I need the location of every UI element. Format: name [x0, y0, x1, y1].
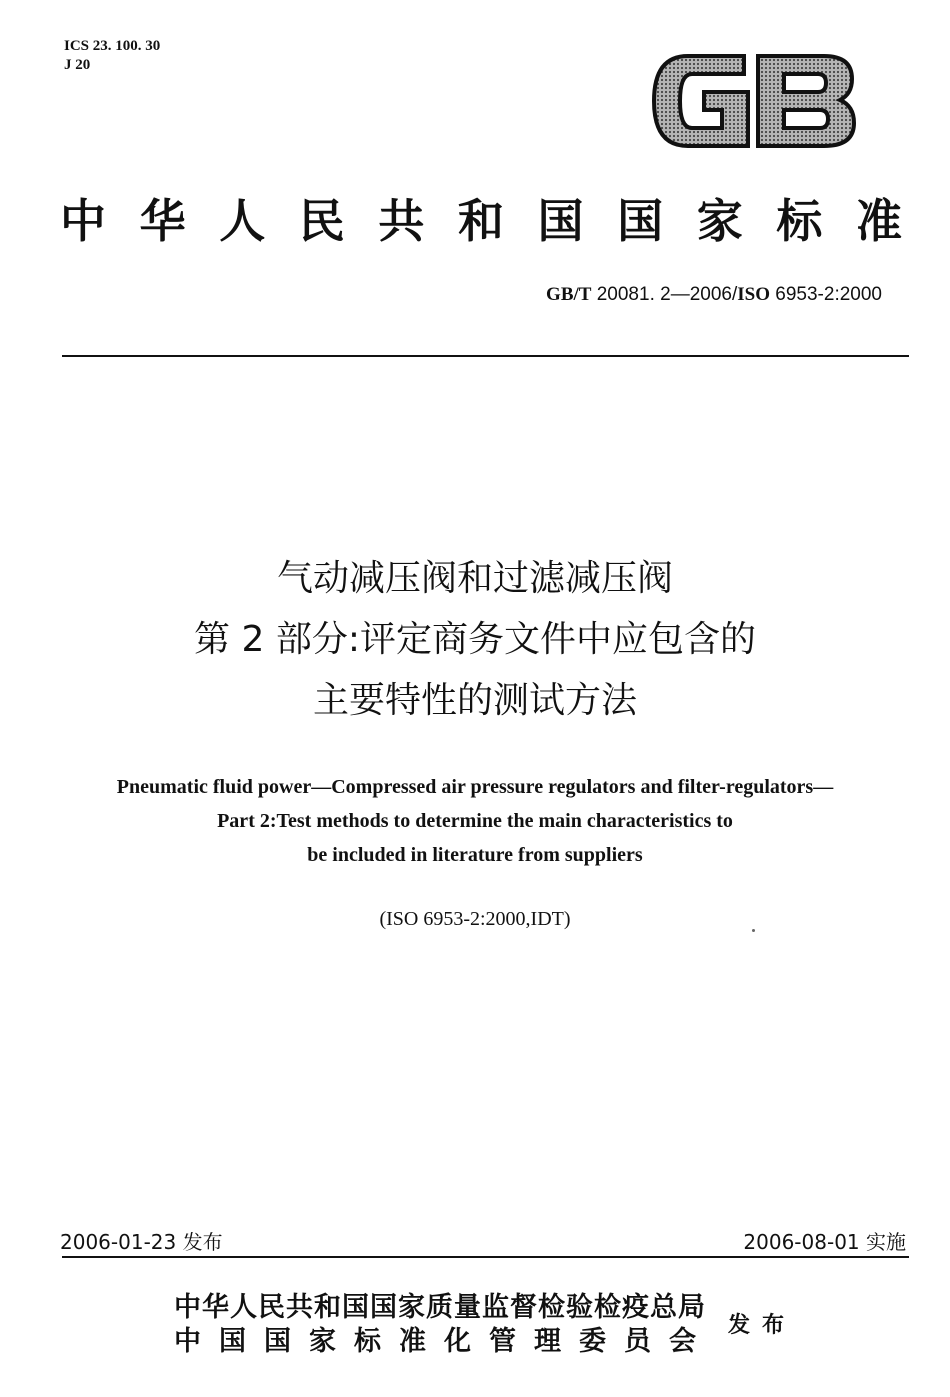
english-title-line-1: Pneumatic fluid power—Compressed air pressure regulators and filter-regulators— — [116, 776, 834, 798]
chinese-title-line-2: 第 2 部分:评定商务文件中应包含的 — [194, 619, 756, 660]
standard-number — [546, 284, 882, 306]
bottom-divider — [62, 1256, 909, 1258]
standard-main-number: 20081. 2—2006/ — [591, 284, 738, 305]
ccs-code: J 20 — [64, 57, 91, 73]
chinese-title-line-3: 主要特性的测试方法 — [312, 680, 637, 721]
issuing-authorities — [174, 1291, 714, 1359]
standard-iso-number: 6953-2:2000 — [770, 284, 882, 305]
issuer-sac: 中国国家标准化管理委员会 — [174, 1326, 714, 1357]
standard-category-heading: 中华人民共和国国家标准 — [60, 194, 910, 248]
ics-code: ICS 23. 100. 30 — [64, 38, 161, 54]
publication-date: 2006-01-23 发布 — [60, 1230, 223, 1254]
english-title-line-2: Part 2:Test methods to determine the main characteristics to — [217, 810, 733, 832]
issue-label: 发布 — [728, 1312, 797, 1338]
top-divider — [62, 355, 909, 357]
gb-standard-logo-icon — [648, 50, 858, 152]
standard-iso-prefix: ISO — [737, 284, 770, 305]
classification-codes — [64, 37, 160, 75]
effective-date: 2006-08-01 实施 — [743, 1230, 906, 1254]
speck — [752, 929, 755, 932]
chinese-title — [0, 548, 950, 731]
english-title-line-3: be included in literature from suppliers — [307, 844, 643, 866]
chinese-title-line-1: 气动减压阀和过滤减压阀 — [276, 558, 673, 599]
english-title — [0, 770, 950, 872]
issuer-aqsiq: 中华人民共和国国家质量监督检验检疫总局 — [174, 1292, 706, 1323]
iso-equivalence: (ISO 6953-2:2000,IDT) — [379, 908, 571, 930]
standard-prefix: GB/T — [546, 284, 592, 305]
